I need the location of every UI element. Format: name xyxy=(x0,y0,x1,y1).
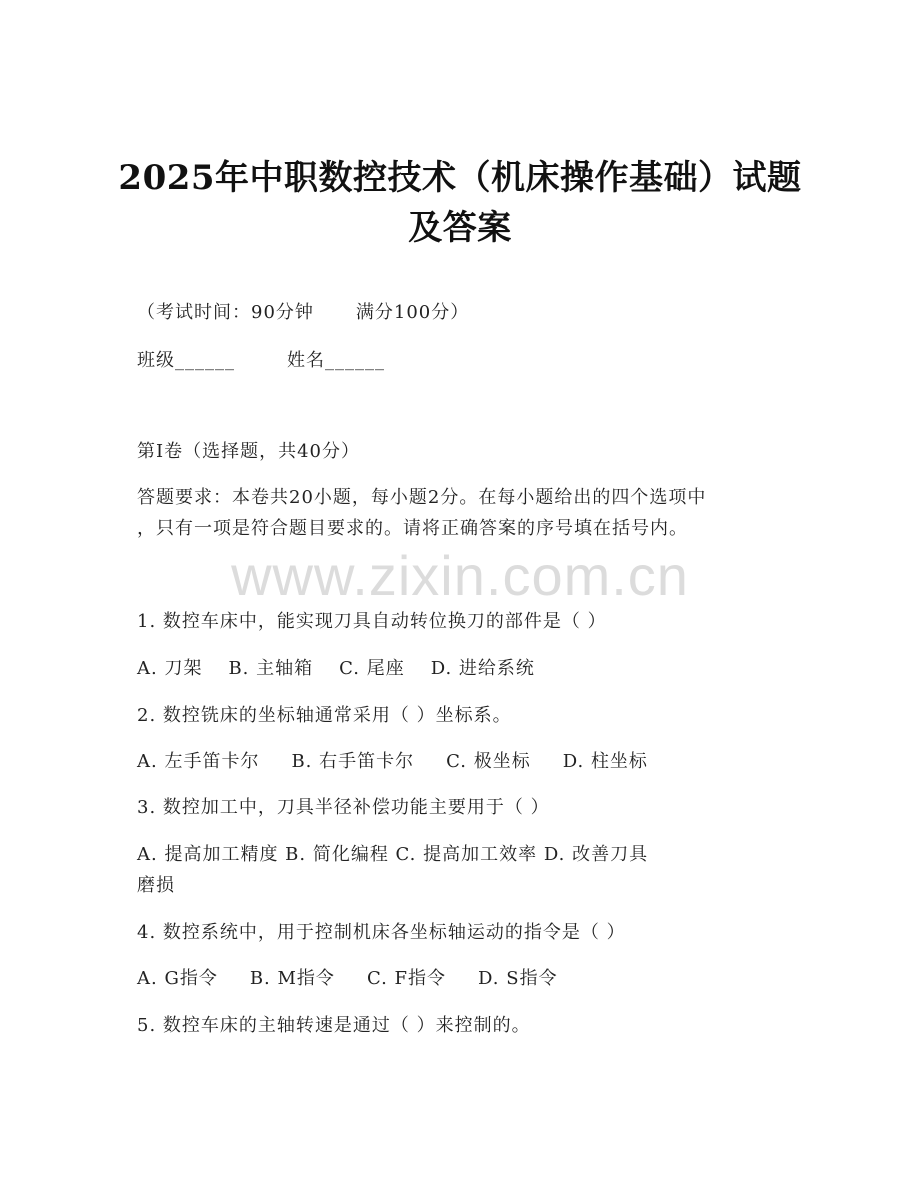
q4-option-a: A. G指令 xyxy=(137,968,218,989)
question-3-stem: 3. 数控加工中，刀具半径补偿功能主要用于（ ） xyxy=(137,797,550,818)
question-1-stem: 1. 数控车床中，能实现刀具自动转位换刀的部件是（ ） xyxy=(137,611,607,632)
instructions-line1: 答题要求：本卷共20小题，每小题2分。在每小题给出的四个选项中 xyxy=(137,487,707,508)
q2-option-a: A. 左手笛卡尔 xyxy=(137,751,260,772)
exam-time: （考试时间：90分钟 xyxy=(137,302,314,323)
question-2-options xyxy=(137,753,648,771)
question-4-stem: 4. 数控系统中，用于控制机床各坐标轴运动的指令是（ ） xyxy=(137,922,626,943)
q1-option-d: D. 进给系统 xyxy=(430,658,535,679)
question-2-stem: 2. 数控铣床的坐标轴通常采用（ ）坐标系。 xyxy=(137,705,512,726)
name-field: 姓名______ xyxy=(287,350,385,371)
q1-option-b: B. 主轴箱 xyxy=(228,658,314,679)
section-heading: 第I卷（选择题，共40分） xyxy=(137,441,361,462)
watermark-text: www.zixin.com.cn xyxy=(231,544,689,607)
student-info-line xyxy=(137,352,385,370)
instructions-line2: ，只有一项是符合题目要求的。请将正确答案的序号填在括号内。 xyxy=(137,518,688,539)
q4-option-c: C. F指令 xyxy=(366,968,447,989)
q2-option-b: B. 右手笛卡尔 xyxy=(291,751,415,772)
question-4-options xyxy=(137,970,558,988)
class-field: 班级______ xyxy=(137,350,235,371)
document-title-line2: 及答案 xyxy=(408,208,512,248)
q2-option-c: C. 极坐标 xyxy=(446,751,531,772)
document-title-line1: 2025年中职数控技术（机床操作基础）试题 xyxy=(118,158,802,198)
question-5-stem: 5. 数控车床的主轴转速是通过（ ）来控制的。 xyxy=(137,1015,531,1036)
full-score: 满分100分） xyxy=(355,302,470,323)
q4-option-b: B. M指令 xyxy=(249,968,335,989)
q1-option-c: C. 尾座 xyxy=(339,658,405,679)
question-1-options xyxy=(137,660,535,678)
question-3-options-line2: 磨损 xyxy=(137,875,175,896)
exam-info-line xyxy=(137,304,469,322)
q2-option-d: D. 柱坐标 xyxy=(562,751,648,772)
q4-option-d: D. S指令 xyxy=(478,968,558,989)
q1-option-a: A. 刀架 xyxy=(137,658,203,679)
question-3-options-line1: A. 提高加工精度 B. 简化编程 C. 提高加工效率 D. 改善刀具 xyxy=(137,844,649,865)
